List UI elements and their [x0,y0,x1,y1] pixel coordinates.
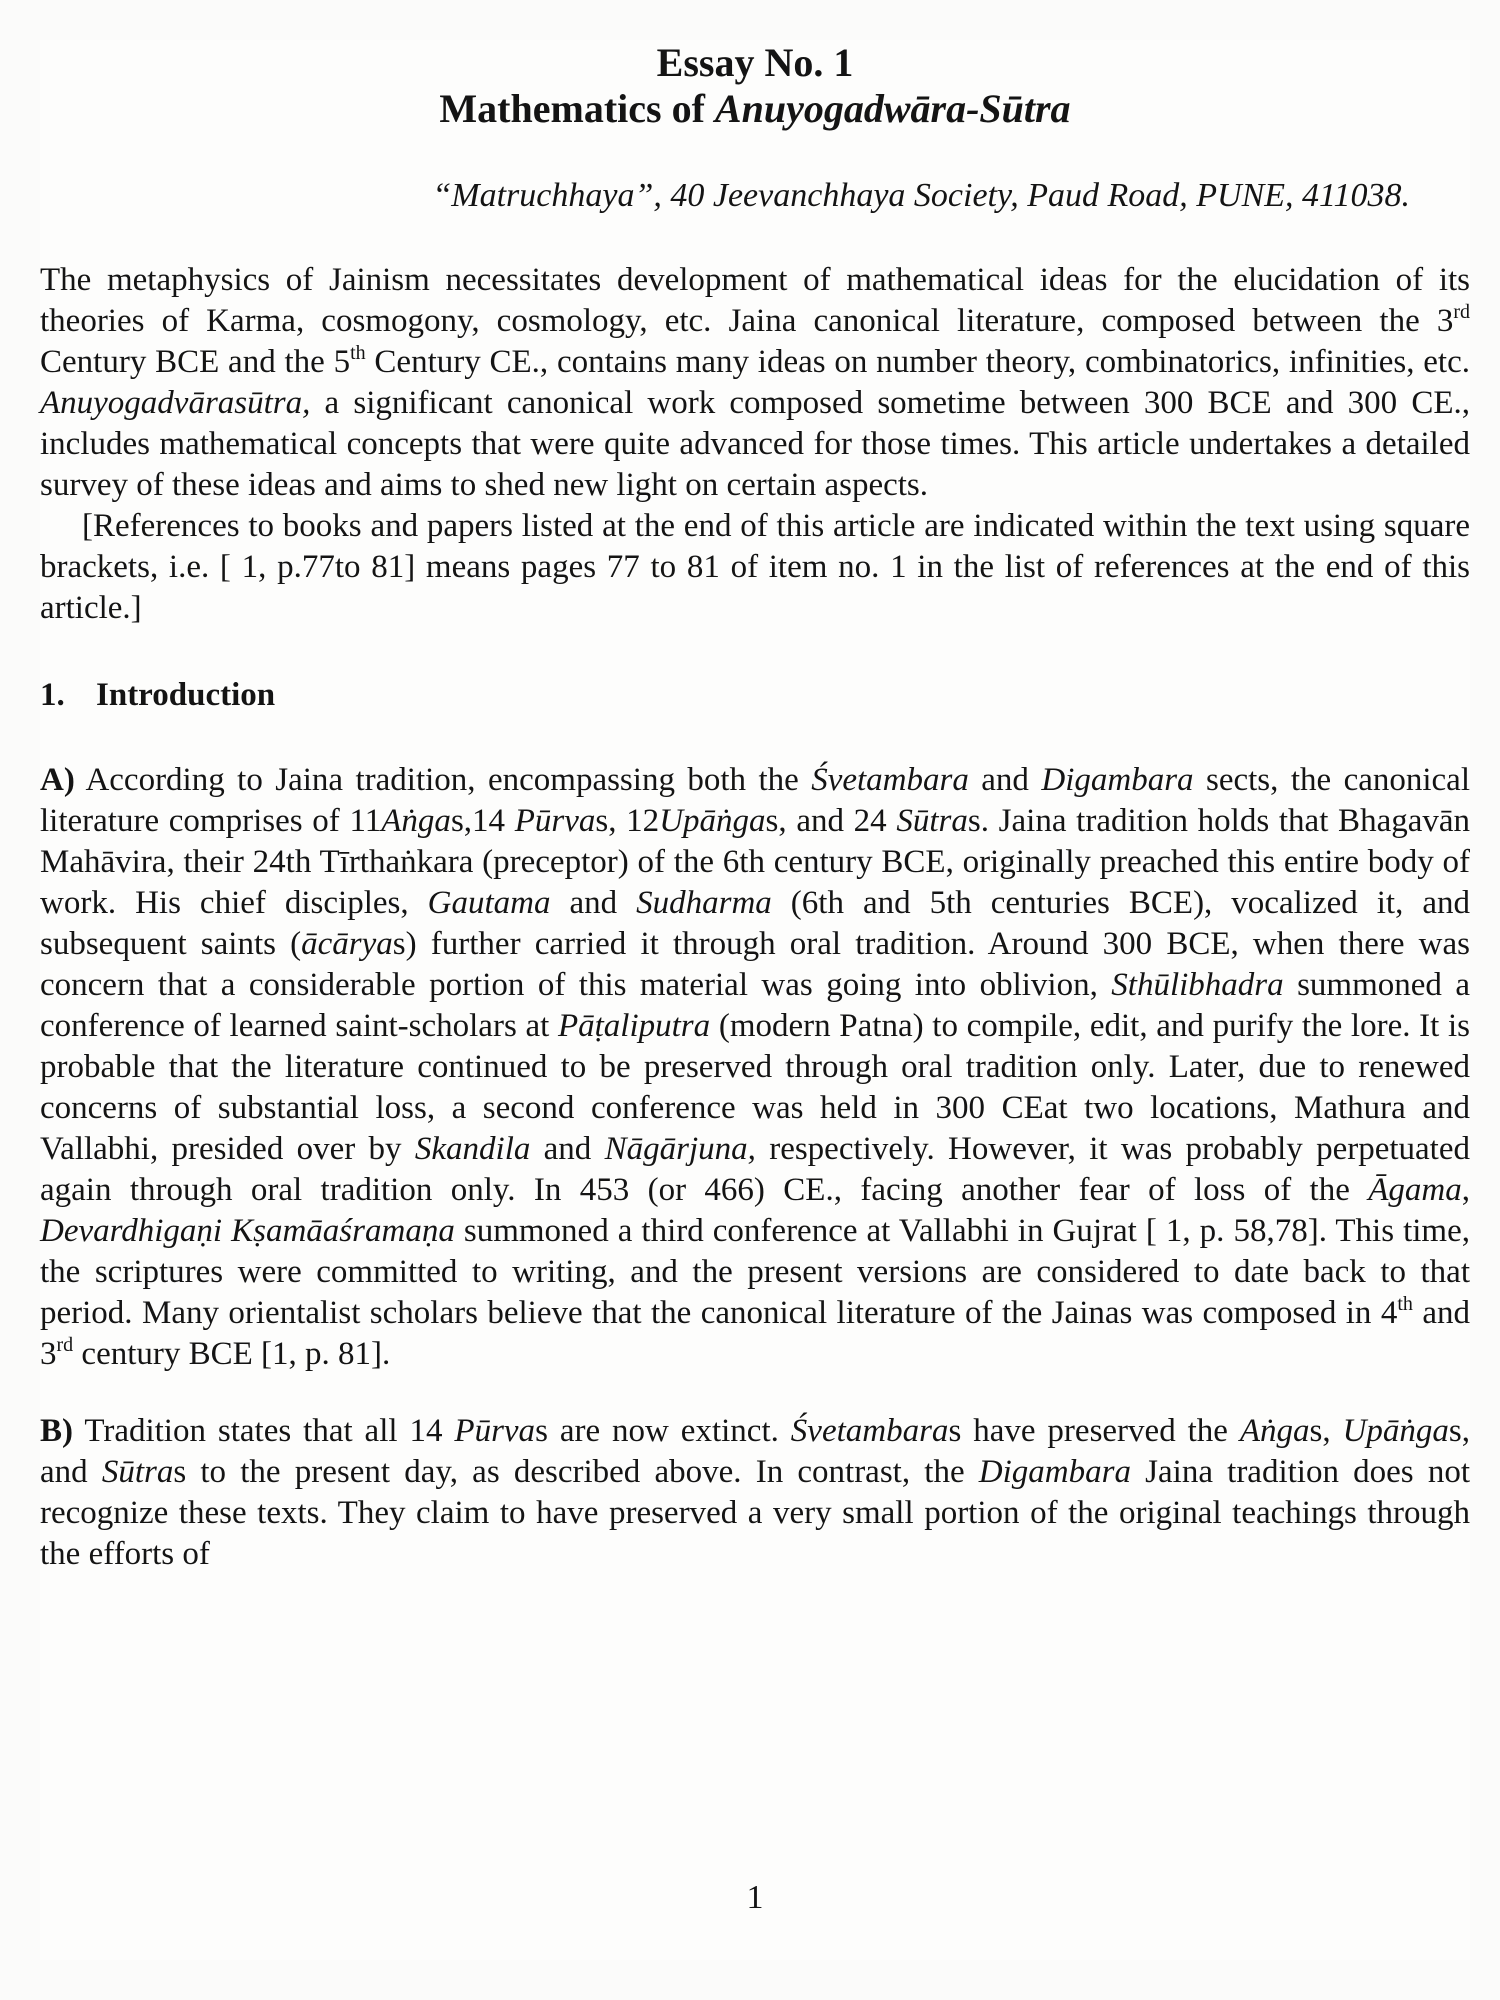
page-number: 1 [746,1879,764,1916]
author-address: “Matruchhaya”, 40 Jeevanchhaya Society, Paud Road, PUNE, 411038. [432,177,1410,214]
paragraph-a: A) According to Jaina tradition, encompassing both the Śvetambara and Digambara sects, the canonical literature comprises of 11Aṅgas,14 Pūrvas, 12Upāṅgas, and 24 Sūtras. Jaina tradition holds that Bhagavān Mahāvira, their 24th Tīrthaṅkara (preceptor) of the 6th century BCE, originally preached this entire body of work. His chief disciples, Gautama and Sudharma (6th and 5th centuries BCE), vocalized it, and subsequent saints (ācāryas) further carried it through oral tradition. Around 300 BCE, when there was concern that a considerable portion of this material was going into oblivion, Sthūlibhadra summoned a conference of learned saint-scholars at Pāṭaliputra (modern Patna) to compile, edit, and purify the lore. It is probable that the literature continued to be preserved through oral tradition only. Later, due to renewed concerns of substantial loss, a second conference was held in 300 CEat two locations, Mathura and Vallabhi, presided over by Skandila and Nāgārjuna, respectively. However, it was probably perpetuated again through oral tradition only. In 453 (or 466) CE., facing another fear of loss of the Āgama, Devardhigaṇi Kṣamāaśramaṇa summoned a third conference at Vallabhi in Gujrat [ 1, p. 58,78]. This time, the scriptures were committed to writing, and the present versions are considered to date back to that period. Many orientalist scholars believe that the canonical literature of the Jainas was composed in 4th and 3rd century BCE [1, p. 81]. [40,762,1471,1372]
essay-heading [40,40,1470,132]
references-note-paragraph: [References to books and papers listed at the end of this article are indicated within the text using square brackets, i.e. [ 1, p.77to 81] means pages 77 to 81 of item no. 1 in the list of references at the end of this article.] [40,508,1470,626]
section-heading-introduction: 1. Introduction [40,677,276,713]
document-page [40,40,1470,1960]
essay-number: Essay No. 1 [656,40,854,85]
essay-title: Mathematics of Anuyogadwāra-Sūtra [439,86,1071,131]
paragraph-b: B) Tradition states that all 14 Pūrvas are now extinct. Śvetambaras have preserved the Aṅgas, Upāṅgas, and Sūtras to the present day, as described above. In contrast, the Digambara Jaina tradition does not recognize these texts. They claim to have preserved a very small portion of the original teachings through the efforts of [40,1413,1471,1572]
body-text [40,260,1470,1575]
abstract-paragraph: The metaphysics of Jainism necessitates development of mathematical ideas for the elucidation of its theories of Karma, cosmogony, cosmology, etc. Jaina canonical literature, composed between the 3rd Century BCE and the 5th Century CE., contains many ideas on number theory, combinatorics, infinities, etc. Anuyogadvārasūtra, a significant canonical work composed sometime between 300 BCE and 300 CE., includes mathematical concepts that were quite advanced for those times. This article undertakes a detailed survey of these ideas and aims to shed new light on certain aspects. [40,262,1470,503]
